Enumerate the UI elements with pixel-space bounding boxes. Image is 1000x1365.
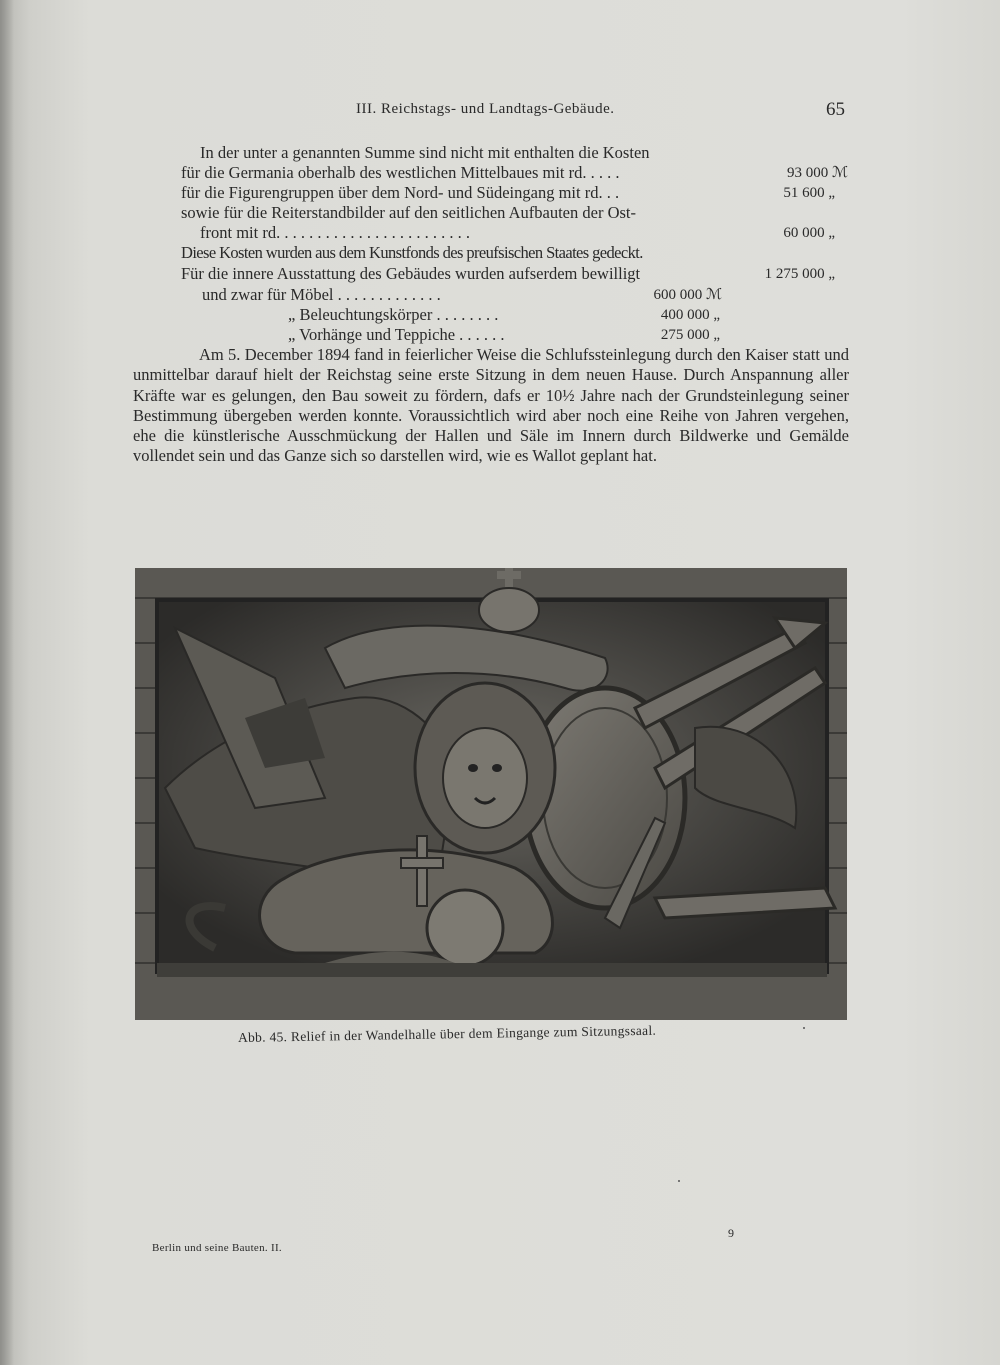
cost-row-label: sowie für die Reiterstandbilder auf den seitlichen Aufbauten der Ost- [181, 203, 636, 222]
relief-photograph [135, 568, 847, 1020]
paper-speck [803, 1027, 805, 1029]
paper-speck [678, 1180, 680, 1182]
cost-row-amount: 51 600 „ [783, 185, 835, 201]
interior-label: Für die innere Ausstattung des Gebäudes wurden aufserdem bewilligt [181, 264, 641, 283]
paragraph-text: Am 5. December 1894 fand in feierlicher Weise die Schlufssteinlegung durch den Kaiser statt und unmittelbar darauf hielt der Reichstag seine erste Sitzung in dem neuen Hause. Durch Anspannung aller Kräfte war es gelungen, den Bau soweit zu fördern, dafs er 10½ Jahre nach der Grundsteinlegung seiner Bestimmung übergeben werden konnte. Voraussichtlich wird aber noch eine Reihe von Jahren vergehen, ehe die künstlerische Ausschmückung der Hallen und Säle im Innern durch Bildwerke und Gemälde vollendet sein und das Ganze sich so darstellen wird, wie es Wallot geplant hat. [133, 345, 849, 466]
cost-row-amount: 60 000 „ [783, 225, 835, 241]
signature-mark: 9 [728, 1226, 734, 1240]
funding-note: Diese Kosten wurden aus dem Kunstfonds des preufsischen Staates gedeckt. [181, 243, 643, 262]
breakdown-label: „ Beleuchtungskörper . . . . . . . . [288, 305, 499, 324]
figure-caption: Abb. 45. Relief in der Wandelhalle über dem Eingange zum Sitzungssaal. [237, 1022, 657, 1045]
breakdown-amount: 275 000 „ [660, 327, 720, 343]
page-number: 65 [826, 99, 845, 120]
cost-row-amount: 93 000 ℳ [786, 165, 848, 181]
breakdown-amount: 400 000 „ [660, 307, 720, 323]
breakdown-amount: 600 000 ℳ [653, 287, 722, 303]
breakdown-label: „ Vorhänge und Teppiche . . . . . . [288, 325, 505, 344]
cost-row-label: für die Germania oberhalb des westlichen Mittelbaues mit rd. . . . . [181, 163, 620, 182]
cost-row-label: für die Figurengruppen über dem Nord- und Südeingang mit rd. . . [181, 183, 620, 202]
breakdown-label: und zwar für Möbel . . . . . . . . . . . . . [202, 285, 441, 304]
interior-amount: 1 275 000 „ [764, 266, 835, 282]
body-paragraph [133, 345, 849, 467]
costs-intro: In der unter a genannten Summe sind nicht mit enthalten die Kosten [200, 143, 650, 162]
footer-book-title: Berlin und seine Bauten. II. [152, 1242, 282, 1254]
running-header: III. Reichstags- und Landtags-Gebäude. [356, 101, 615, 117]
lion-relief-image [135, 568, 847, 1020]
cost-row-label: front mit rd. . . . . . . . . . . . . . . . . . . . . . . . [200, 223, 470, 242]
spine-shadow [0, 0, 14, 1365]
